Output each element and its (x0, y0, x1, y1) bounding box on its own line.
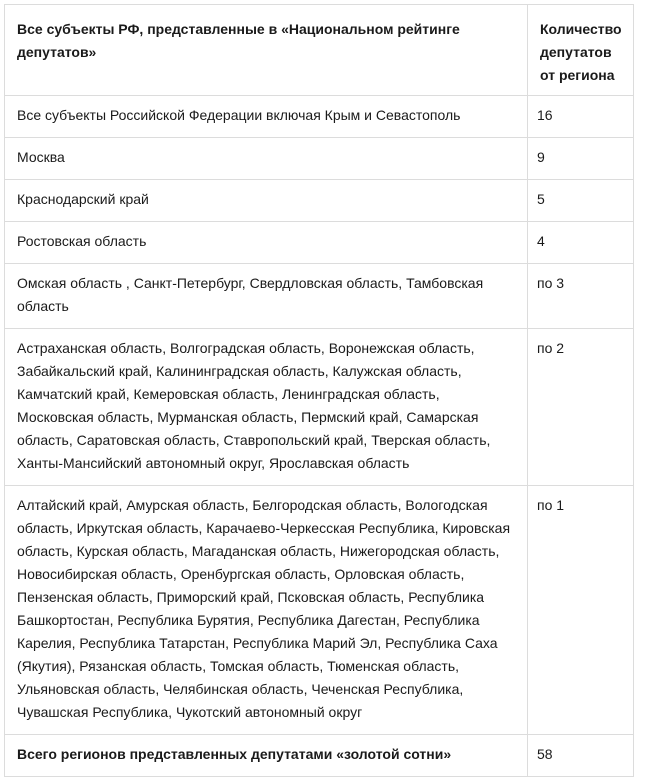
row-regions: Краснодарский край (5, 180, 528, 222)
row-regions: Астраханская область, Волгоградская область, Воронежская область, Забайкальский край, Калининградская область, Калужская область, Камчатский край, Кемеровская область, Ленинградская область, Московская область, Мурманская область, Пермский край, Самарская область, Саратовская область, Ставропольский край, Тверская область, Ханты-Мансийский автономный округ, Ярославская область (5, 329, 528, 486)
table-row (5, 96, 634, 138)
regions-table (4, 4, 634, 777)
row-regions: Омская область , Санкт-Петербург, Свердловская область, Тамбовская область (5, 264, 528, 329)
table-total-row (5, 735, 634, 777)
table-row (5, 222, 634, 264)
row-count: 9 (528, 138, 634, 180)
row-count: 16 (528, 96, 634, 138)
row-regions: Алтайский край, Амурская область, Белгородская область, Вологодская область, Иркутская область, Карачаево-Черкесская Республика, Кировская область, Курская область, Магаданская область, Нижегородская область, Новосибирская область, Оренбургская область, Орловская область, Пензенская область, Приморский край, Псковская область, Республика Башкортостан, Республика Бурятия, Республика Дагестан, Республика Карелия, Республика Татарстан, Республика Марий Эл, Республика Саха (Якутия), Рязанская область, Томская область, Тюменская область, Ульяновская область, Челябинская область, Чеченская Республика, Чувашская Республика, Чукотский автономный округ (5, 486, 528, 735)
table-row (5, 264, 634, 329)
row-count: по 1 (528, 486, 634, 735)
table-row (5, 486, 634, 735)
row-regions: Все субъекты Российской Федерации включая Крым и Севастополь (5, 96, 528, 138)
header-regions: Все субъекты РФ, представленные в «Национальном рейтинге депутатов» (5, 5, 528, 96)
total-count: 58 (528, 735, 634, 777)
row-regions: Ростовская область (5, 222, 528, 264)
total-label: Всего регионов представленных депутатами «золотой сотни» (5, 735, 528, 777)
row-count: по 2 (528, 329, 634, 486)
table-row (5, 138, 634, 180)
table-header-row (5, 5, 634, 96)
row-regions: Москва (5, 138, 528, 180)
row-count: 5 (528, 180, 634, 222)
row-count: по 3 (528, 264, 634, 329)
header-count: Количество депутатов от региона (528, 5, 634, 96)
table-row (5, 329, 634, 486)
table-row (5, 180, 634, 222)
row-count: 4 (528, 222, 634, 264)
